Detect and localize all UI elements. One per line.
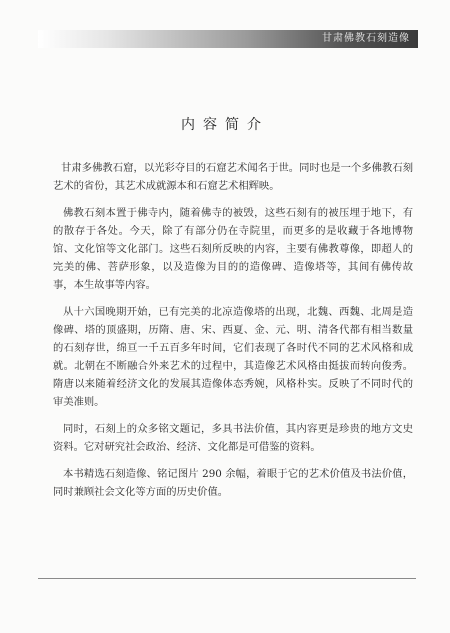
running-header-band: [38, 30, 418, 48]
paragraph-4: 同时，石刻上的众多铭文题记，多具书法价值，其内容更是珍贵的地方文史资料。它对研究社会政治、经济、文化都是可借鉴的资料。: [53, 423, 413, 453]
running-header-title: 甘肃佛教石刻造像: [322, 33, 410, 44]
footer-divider: [38, 578, 416, 579]
paragraph-2: 佛教石刻本置于佛寺内，随着佛寺的被毁，这些石刻有的被压埋于地下，有的散存于各处。今天，除了有部分仍在寺院里，而更多的是收藏于各地博物馆、文化馆等文化部门。这些石刻所反映的内容，主要有佛教尊像，即超人的完美的佛、菩萨形象，以及造像为目的的造像碑、造像塔等，其间有佛传故事，本生故事等内容。: [53, 207, 413, 291]
synopsis-body: [53, 159, 413, 510]
paragraph-1: 甘肃多佛教石窟，以光彩夺目的石窟艺术闻名于世。同时也是一个多佛教石刻艺术的省份，其艺术成就源本和石窟艺术相辉映。: [53, 162, 413, 192]
page-title: 内容简介: [181, 117, 269, 133]
paragraph-3: 从十六国晚期开始，已有完美的北凉造像塔的出现，北魏、西魏、北周是造像碑、塔的顶盛期，历隋、唐、宋、西夏、金、元、明、清各代都有相当数量的石刻存世，绵亘一千五百多年时间，它们表现了各时代不同的艺术风格和成就。北朝在不断融合外来艺术的过程中，其造像艺术风格由挺拔而转向俊秀。隋唐以来随着经济文化的发展其造像体态秀婉，风格朴实。反映了不同时代的审美准则。: [53, 306, 413, 408]
paragraph-5: 本书精选石刻造像、铭记图片 290 余幅，着眼于它的艺术价值及书法价值，同时兼顾社会文化等方面的历史价值。: [53, 468, 413, 498]
